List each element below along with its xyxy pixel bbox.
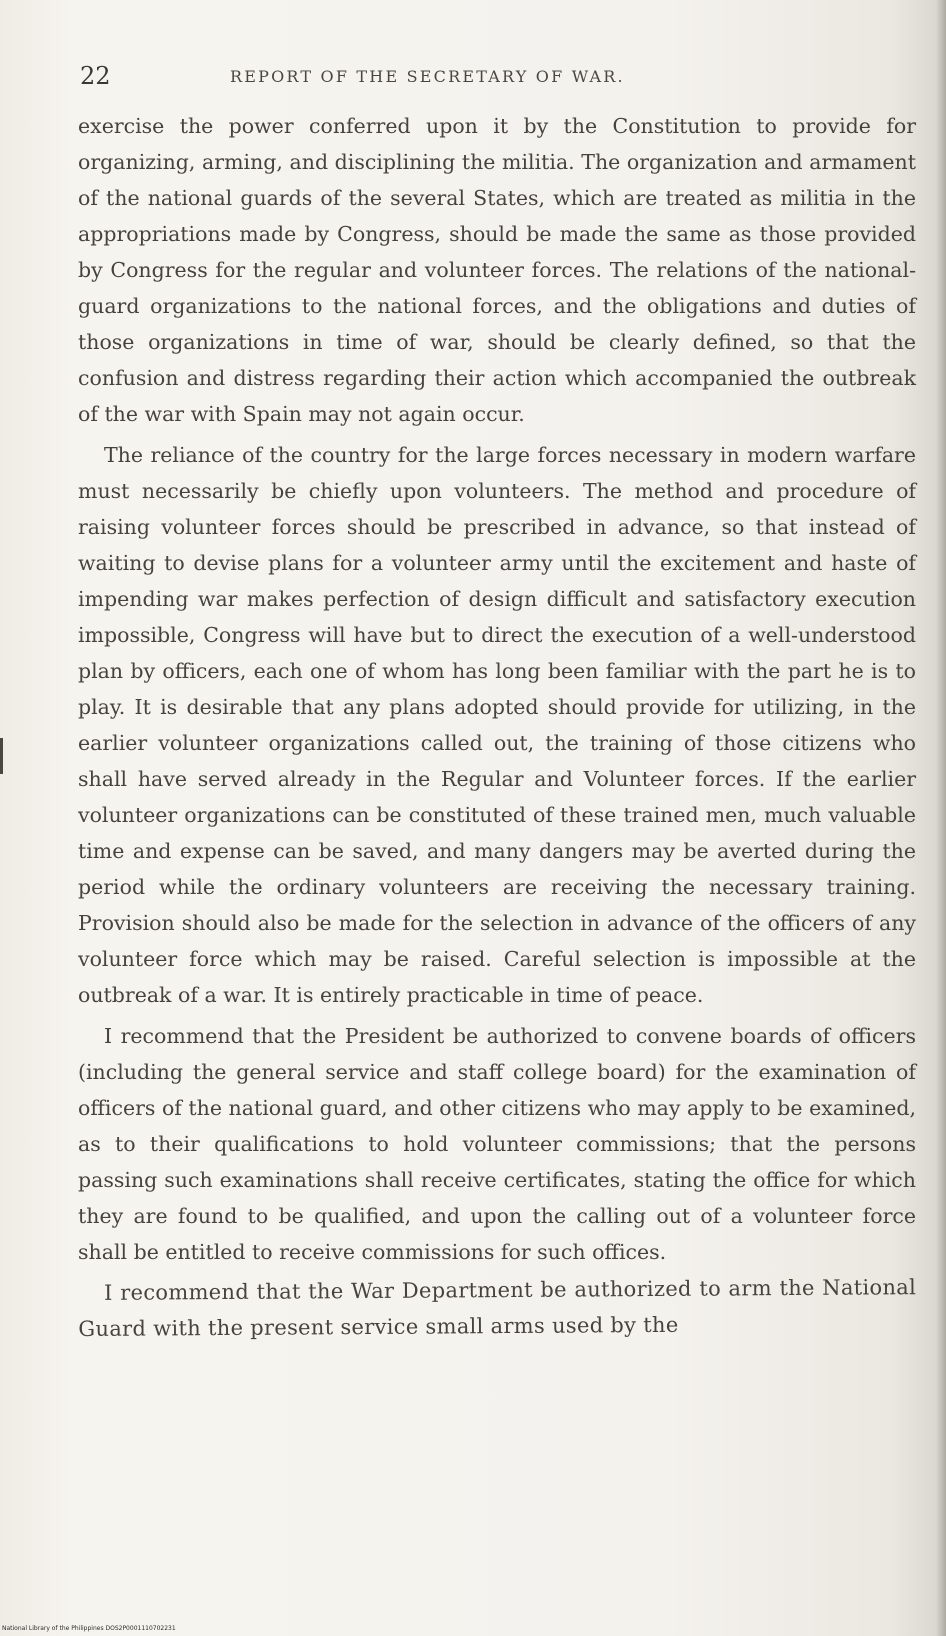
paragraph-4: I recommend that the War Department be authorized to arm the National Guard with the present service small arms used by the <box>78 1275 917 1341</box>
paragraph-1: exercise the power conferred upon it by the Constitution to provide for organizing, arming, and disciplining the militia. The organization and armament of the national guards of the several States, which are treated as militia in the appropriations made by Congress, should be made the same as those provided by Congress for the regular and volunteer forces. The relations of the national-guard organizations to the national forces, and the obligations and duties of those organizations in time of war, should be clearly defined, so that the confusion and distress regarding their action which accompanied the outbreak of the war with Spain may not again occur. <box>78 114 916 426</box>
paragraph-2: The reliance of the country for the large forces necessary in modern warfare must necessarily be chiefly upon volunteers. The method and procedure of raising volunteer forces should be prescribed in advance, so that instead of waiting to devise plans for a volunteer army until the excitement and haste of impending war makes perfection of design difficult and satisfactory execution impossible, Congress will have but to direct the execution of a well-understood plan by officers, each one of whom has long been familiar with the part he is to play. It is desirable that any plans adopted should provide for utilizing, in the earlier volunteer organizations called out, the training of those citizens who shall have served already in the Regular and Volunteer forces. If the earlier volunteer organizations can be constituted of these trained men, much valuable time and expense can be saved, and many dangers may be averted during the period while the ordinary volunteers are receiving the necessary training. Provision should also be made for the selection in advance of the officers of any volunteer force which may be raised. Careful selection is impossible at the outbreak of a war. It is entirely practicable in time of peace. <box>78 443 916 1007</box>
binding-shadow <box>936 0 946 1636</box>
body-text <box>78 108 916 1352</box>
running-head: REPORT OF THE SECRETARY OF WAR. <box>230 67 625 86</box>
page-number: 22 <box>80 62 111 90</box>
page-header <box>80 60 910 96</box>
scan-edge-mark <box>0 738 3 774</box>
scan-credit: National Library of the Philippines DOS2P0001110702231 <box>2 1625 176 1632</box>
paragraph-3: I recommend that the President be authorized to convene boards of officers (including the general service and staff college board) for the examination of officers of the national guard, and other citizens who may apply to be examined, as to their qualifications to hold volunteer commissions; that the persons passing such examinations shall receive certificates, stating the office for which they are found to be qualified, and upon the calling out of a volunteer force shall be entitled to receive commissions for such offices. <box>78 1024 916 1264</box>
